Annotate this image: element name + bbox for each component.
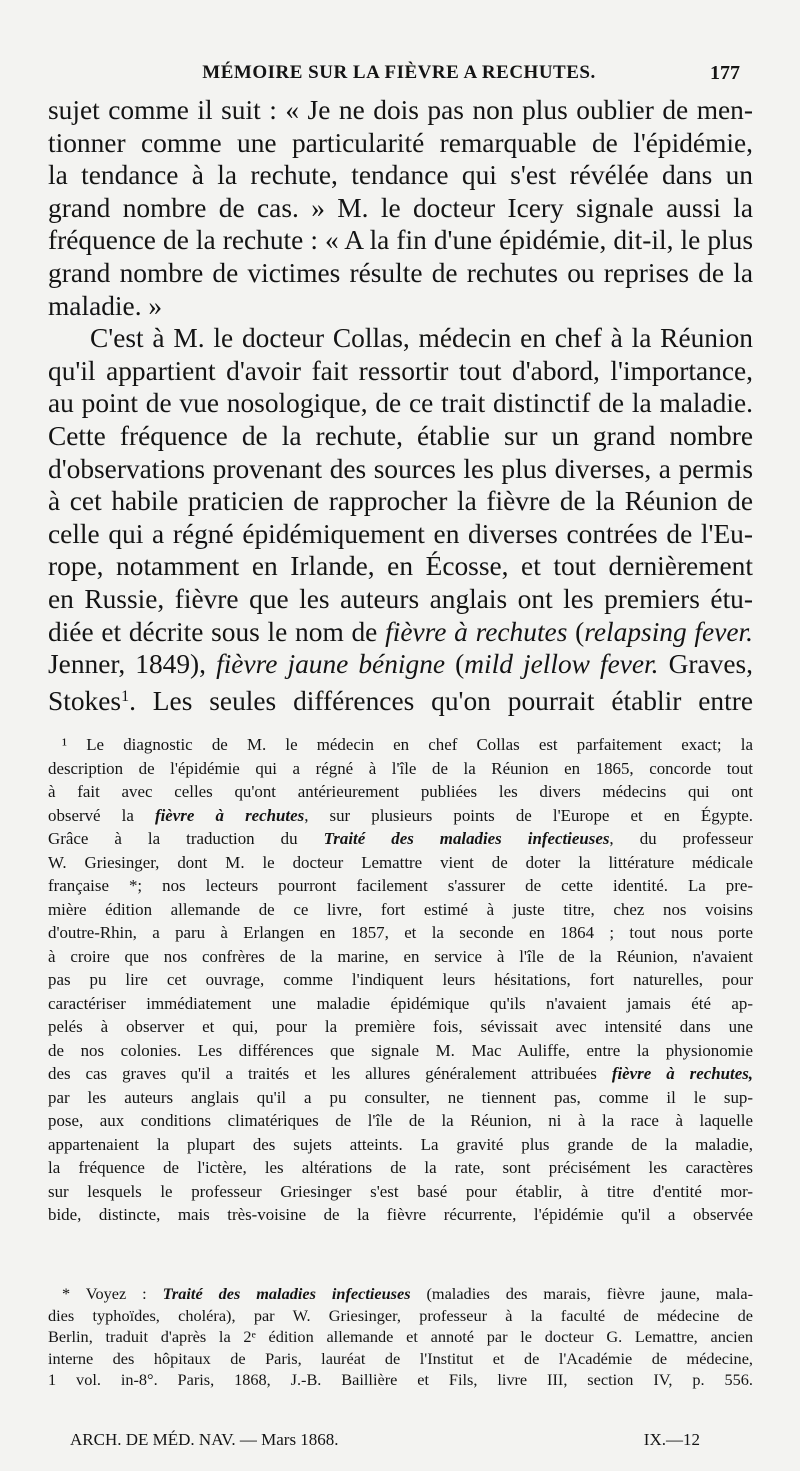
text-run: ( (445, 649, 465, 680)
journal-citation: ARCH. DE MÉD. NAV. — Mars 1868. (70, 1430, 339, 1449)
footnote-line (48, 1062, 753, 1086)
footnote-line: dies typhoïdes, choléra), par W. Griesinger, professeur à la faculté de médecine de (48, 1305, 753, 1325)
footnote-line (48, 1283, 753, 1305)
body-line: sujet comme il suit : « Je ne dois pas non plus oublier de men- (48, 95, 753, 125)
body-line: C'est à M. le docteur Collas, médecin en chef à la Réunion (90, 323, 753, 354)
page-header (48, 62, 750, 92)
italic-term: fièvre à rechutes (154, 805, 305, 825)
text-run: Graves, (658, 649, 753, 680)
text-run: (maladies des marais, fièvre jaune, mala- (410, 1284, 753, 1303)
footnote-line: à croire que nos confrères de la marine, en service à l'île de la Réunion, n'avaient (48, 946, 753, 966)
text-run: des cas graves qu'il a traités et les allures généralement attribuées (48, 1064, 612, 1083)
footnote-line: W. Griesinger, dont M. le docteur Lemattre vient de doter la littérature médicale (48, 852, 753, 872)
text-run: . Les seules différences qu'on pourrait établir entre (129, 685, 753, 716)
footnote-line: française *; nos lecteurs pourront facilement s'assurer de cette identité. La pre- (48, 876, 753, 895)
footnote-line (48, 804, 753, 828)
footnote-line: caractériser immédiatement une maladie épidémique qu'ils n'avaient jamais été ap- (48, 993, 753, 1013)
footnote-line: Berlin, traduit d'après la 2ᵉ édition allemande et annoté par le docteur G. Lemattre, ancien (48, 1327, 753, 1347)
footnote-line: pas pu lire cet ouvrage, comme l'indiquent leurs hésitations, fort naturelles, pour (48, 970, 753, 989)
text-run: ( (567, 616, 585, 647)
text-run: Stokes (48, 685, 122, 716)
text-run: * Voyez : (62, 1284, 163, 1303)
body-line: maladie. » (48, 290, 163, 321)
body-line (48, 648, 753, 681)
text-run: Grâce à la traduction du (48, 829, 324, 848)
italic-term: relapsing fever. (584, 616, 753, 647)
body-text (48, 94, 753, 716)
footnote-line: ¹ Le diagnostic de M. le médecin en chef Collas est parfaitement exact; la (62, 735, 753, 754)
text-run: , du professeur (609, 829, 753, 848)
italic-term: Traité des maladies infectieuses (323, 829, 610, 848)
body-line: rope, notamment en Irlande, en Écosse, et tout dernièrement (48, 551, 753, 582)
running-head: MÉMOIRE SUR LA FIÈVRE A RECHUTES. (202, 62, 596, 83)
body-line: la tendance à la rechute, tendance qui s'est révélée dans un (48, 160, 753, 191)
signature-mark: IX.—12 (643, 1430, 700, 1449)
page-number: 177 (710, 62, 740, 84)
text-run: observé la (48, 805, 155, 825)
body-line: tionner comme une particularité remarquable de l'épidémie, (48, 127, 753, 158)
footnote-line: 1 vol. in-8°. Paris, 1868, J.-B. Baillière et Fils, livre III, section IV, p. 556. (48, 1370, 753, 1390)
footnote-line: mière édition allemande de ce livre, fort estimé à juste titre, chez nos voisins (48, 899, 753, 919)
footnote-line: par les auteurs anglais qu'il a pu consulter, ne tiennent pas, comme il le sup- (48, 1087, 753, 1107)
page-footer (70, 1430, 700, 1454)
italic-term: fièvre à rechutes (385, 616, 568, 647)
text-run: Jenner, 1849), (48, 649, 217, 680)
footnote-2 (48, 1283, 753, 1391)
body-line: en Russie, fièvre que les auteurs anglais ont les premiers étu- (48, 583, 753, 614)
italic-term: fièvre jaune bénigne (216, 649, 446, 680)
body-line (48, 681, 753, 714)
italic-term: mild jellow fever. (464, 649, 659, 680)
body-line: celle qui a régné épidémiquement en diverses contrées de l'Eu- (48, 518, 753, 549)
footnote-line: description de l'épidémie qui a régné à l'île de la Réunion en 1865, concorde tout (48, 758, 753, 778)
text-run: , sur plusieurs points de l'Europe et en Égypte. (304, 805, 753, 825)
italic-term: fièvre à rechutes, (611, 1064, 753, 1083)
body-line: qu'il appartient d'avoir fait ressortir tout d'abord, l'importance, (48, 355, 753, 386)
footnote-line: sur lesquels le professeur Griesinger s'est basé pour établir, à titre d'entité mor- (48, 1181, 753, 1201)
body-line: grand nombre de cas. » M. le docteur Icery signale aussi la (48, 192, 753, 223)
body-line: Cette fréquence de la rechute, établie sur un grand nombre (48, 420, 753, 451)
footnote-line (48, 827, 753, 851)
footnote-line: pose, aux conditions climatériques de l'île de la Réunion, ni à la race à laquelle (48, 1111, 753, 1130)
footnote-line: appartenaient la plupart des sujets atteints. La gravité plus grande de la maladie, (48, 1134, 753, 1154)
footnote-marker: 1 (121, 687, 130, 705)
footnote-line: à fait avec celles qu'ont antérieurement publiées les divers médecins qui ont (48, 782, 753, 801)
footnote-1 (48, 733, 753, 1227)
body-line (48, 616, 753, 649)
body-line: au point de vue nosologique, de ce trait distinctif de la maladie. (48, 388, 753, 419)
footnote-line: bide, distincte, mais très-voisine de la fièvre récurrente, l'épidémie qu'il a observée (48, 1205, 753, 1224)
body-line: d'observations provenant des sources les plus diverses, a permis (48, 453, 753, 484)
text-run: diée et décrite sous le nom de (48, 616, 386, 647)
footnote-line: de nos colonies. Les différences que signale M. Mac Auliffe, entre la physionomie (48, 1040, 753, 1060)
body-line: grand nombre de victimes résulte de rechutes ou reprises de la (48, 257, 753, 288)
body-line: à cet habile praticien de rapprocher la fièvre de la Réunion de (48, 486, 753, 517)
body-line: fréquence de la rechute : « A la fin d'une épidémie, dit-il, le plus (48, 225, 753, 256)
footnote-line: interne des hôpitaux de Paris, lauréat de l'Institut et de l'Académie de médecine, (48, 1348, 753, 1368)
footnote-line: la fréquence de l'ictère, les altérations de la rate, sont précisément les caractères (48, 1158, 753, 1177)
footnote-line: pelés à observer et qui, pour la première fois, sévissait avec intensité dans une (48, 1017, 753, 1036)
italic-term: Traité des maladies infectieuses (162, 1284, 411, 1303)
footnote-line: d'outre-Rhin, a paru à Erlangen en 1857, et la seconde en 1864 ; tout nous porte (48, 923, 753, 942)
